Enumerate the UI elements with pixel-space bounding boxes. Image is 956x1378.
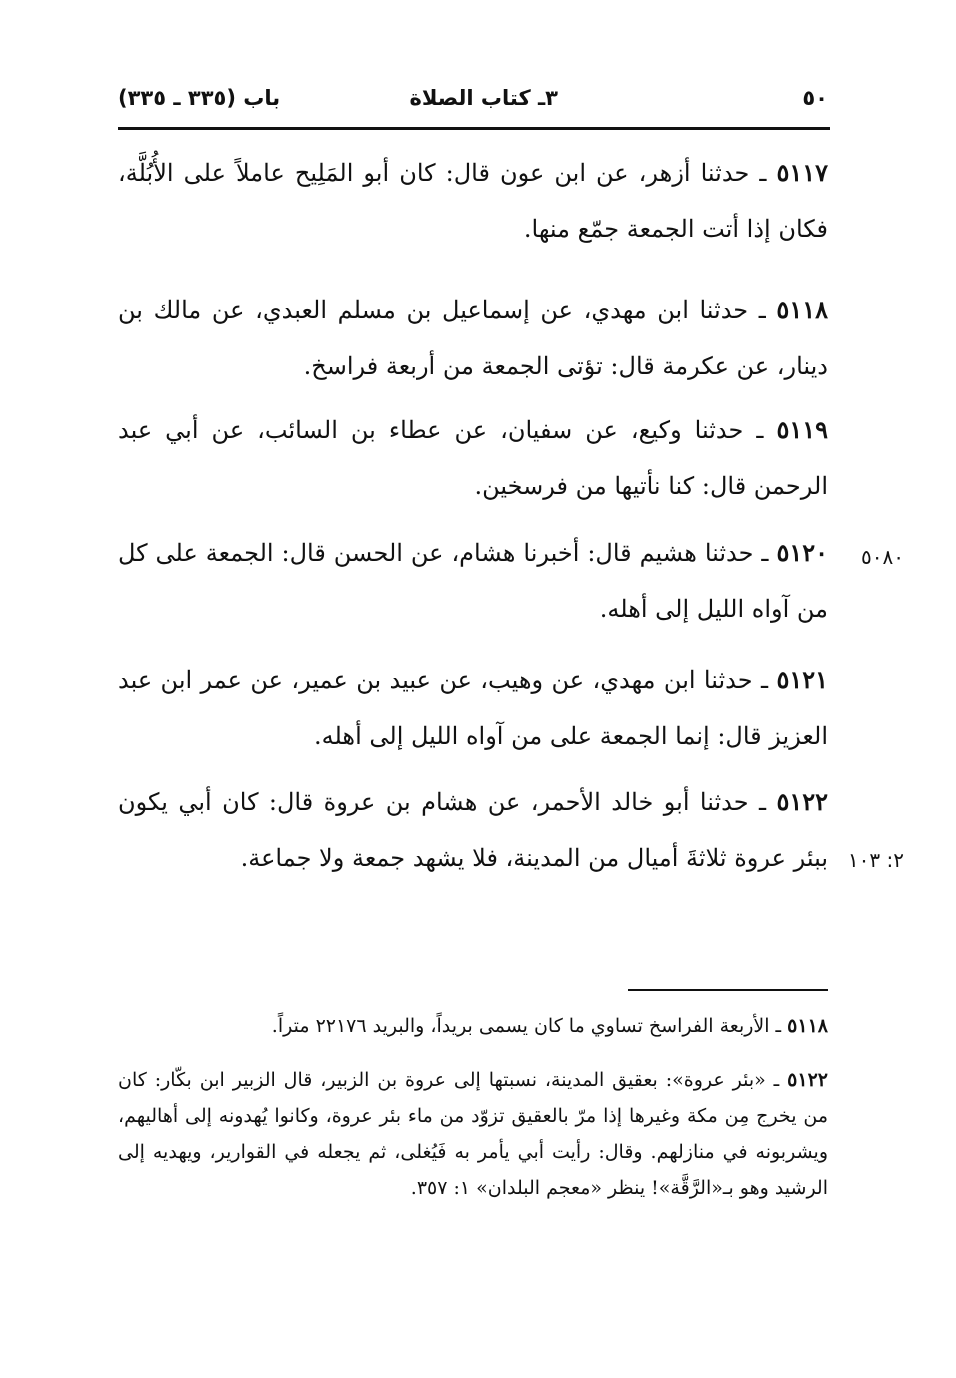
margin-note-5080: ٥٠٨٠ [861,545,904,569]
hadith-5117 [118,145,828,257]
hadith-number: ٥١١٨ [776,295,828,324]
hadith-5120 [118,525,828,637]
hadith-number: ٥١١٩ [776,415,828,444]
hadith-text: ـ حدثنا هشيم قال: أخبرنا هشام، عن الحسن قال: الجمعة على كل من آواه الليل إلى أهله. [118,539,828,623]
book-title: ٣ـ كتاب الصلاة [409,86,558,110]
hadith-number: ٥١٢٠ [776,538,828,567]
hadith-text: ـ حدثنا أزهر، عن ابن عون قال: كان أبو المَلِيح عاملاً على الأُبُلَّة، فكان إذا أتت الجمعة جمّع منها. [118,159,828,243]
hadith-5118 [118,282,828,394]
hadith-5119 [118,402,828,514]
hadith-5122 [118,774,828,886]
footnote-number: ٥١١٨ [787,1015,828,1037]
footnote-5118 [118,1008,828,1044]
footnote-5122 [118,1062,828,1206]
hadith-5121 [118,652,828,764]
hadith-text: ـ حدثنا ابن مهدي، عن وهيب، عن عبيد بن عمير، عن عمر ابن عبد العزيز قال: إنما الجمعة على من آواه الليل إلى أهله. [118,666,828,750]
margin-note-volume-page: ٢: ١٠٣ [847,848,904,872]
footnote-text: ـ «بئر عروة»: بعقيق المدينة، نسبتها إلى عروة بن الزبير، قال الزبير ابن بكّار: كان من يخرج مِن مكة وغيرها إذا مرّ بالعقيق تزوّد من ماء بئر عروة، وكانوا يُهدونه إلى أهاليهم، ويشربونه في منازلهم. وقال: رأيت أبي يأمر به فَيُغلى، ثم يجعله في القوارير، ويهديه إلى الرشيد وهو بـ«الرَّقَّة»! ينظر «معجم البلدان» ١: ٣٥٧. [118,1069,828,1199]
page-number: ٥٠ [802,86,828,110]
hadith-number: ٥١١٧ [776,158,828,187]
hadith-text: ـ حدثنا وكيع، عن سفيان، عن عطاء بن السائب، عن أبي عبد الرحمن قال: كنا نأتيها من فرسخين. [118,416,828,500]
footnote-text: ـ الأربعة الفراسخ تساوي ما كان يسمى بريداً، والبريد ٢٢١٧٦ متراً. [271,1015,782,1037]
footnote-number: ٥١٢٢ [787,1069,828,1091]
header-rule [118,127,830,130]
footnote-separator [628,989,828,991]
page-header [118,82,828,122]
chapter-range: باب (٣٣٥ ـ ٣٣٥) [118,86,281,110]
hadith-text: ـ حدثنا ابن مهدي، عن إسماعيل بن مسلم العبدي، عن مالك بن دينار، عن عكرمة قال: تؤتى الجمعة من أربعة فراسخ. [118,296,828,380]
hadith-number: ٥١٢١ [776,665,828,694]
hadith-text: ـ حدثنا أبو خالد الأحمر، عن هشام بن عروة قال: كان أبي يكون ببئر عروة ثلاثةَ أميال من المدينة، فلا يشهد جمعة ولا جماعة. [118,788,828,872]
hadith-number: ٥١٢٢ [776,787,828,816]
